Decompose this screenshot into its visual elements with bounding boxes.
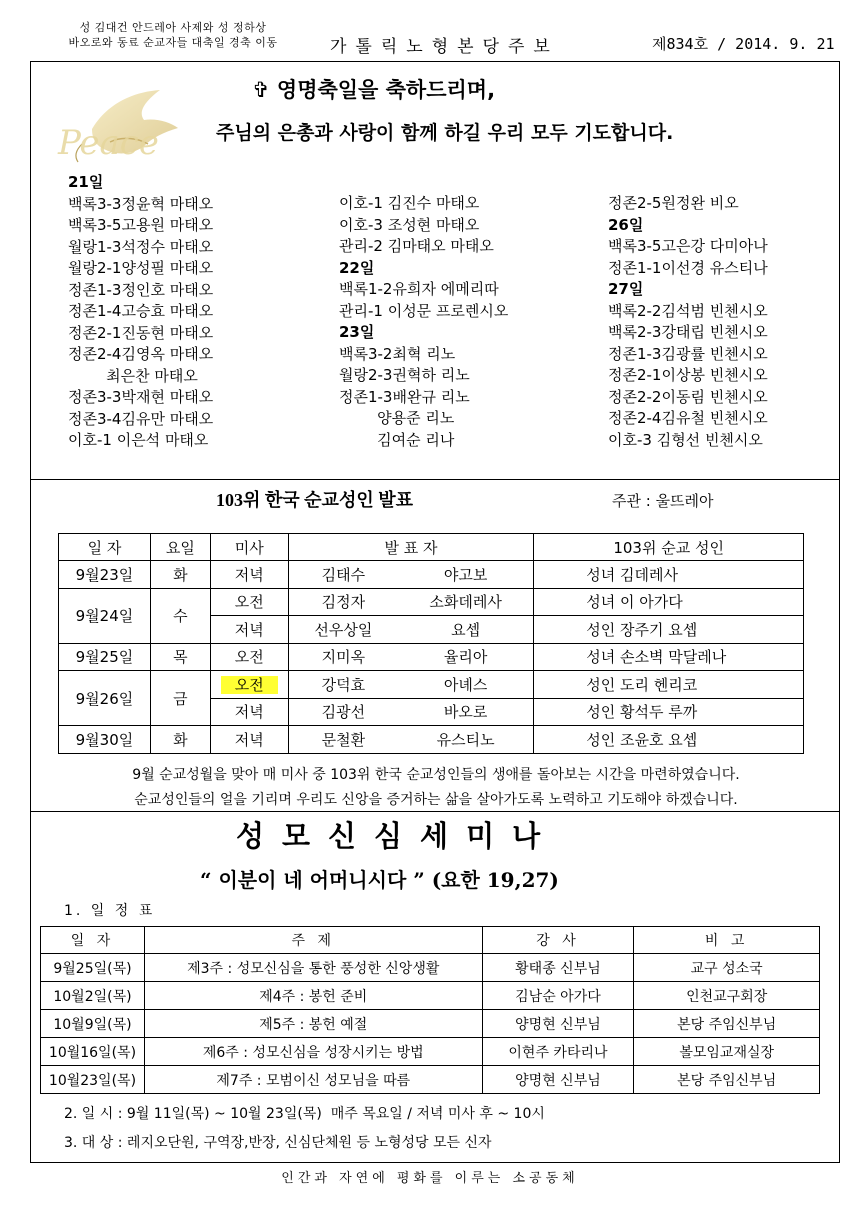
table-row xyxy=(59,561,804,589)
table-row xyxy=(41,1010,820,1038)
row-baptismal-name: 율리아 xyxy=(398,643,534,671)
feast-name-entry: 정존3-3박재현 마태오 xyxy=(68,388,214,406)
feast-list-col1 xyxy=(68,172,213,452)
row-presenter: 강덕효 xyxy=(288,671,398,699)
feast-name-entry: 백록3-3정윤혁 마태오 xyxy=(68,194,214,213)
peace-logo-text: Peace xyxy=(58,123,159,163)
feast-name-entry: 양용준 리노 xyxy=(339,409,455,427)
row-topic: 제5주 : 봉헌 예절 xyxy=(144,1010,482,1038)
feast-name-entry: 월랑2-1양성필 마태오 xyxy=(68,259,214,277)
feast-name-entry: 정존1-3정인호 마태오 xyxy=(68,280,214,299)
feast-list-col3 xyxy=(608,193,768,451)
row-remark: 본당 주임신부님 xyxy=(634,1010,820,1038)
row-baptismal-name: 요셉 xyxy=(398,616,534,644)
feast-name-entry: 백록1-2유희자 에메리따 xyxy=(339,280,499,298)
row-mass: 저녁 xyxy=(210,698,288,726)
martyrs-host: 주관 : 울뜨레아 xyxy=(612,492,714,510)
seminar-time-info: 2. 일 시 : 9월 11일(목) ~ 10월 23일(목) 매주 목요일 / 저녁 미사 후 ~ 10시 xyxy=(64,1106,545,1122)
row-baptismal-name: 유스티노 xyxy=(398,726,534,754)
seminar-title: 성모신심세미나 xyxy=(236,819,559,853)
feast-name-entry: 백록3-2최혁 리노 xyxy=(339,344,456,363)
row-mass: 오전 xyxy=(210,588,288,616)
row-day: 화 xyxy=(150,726,210,754)
row-topic: 제3주 : 성모신심을 통한 풍성한 신앙생활 xyxy=(144,954,482,982)
row-presenter: 지미옥 xyxy=(288,643,398,671)
row-speaker: 이현주 카타리나 xyxy=(482,1038,634,1066)
feast-name-entry: 이호-3 조성현 마태오 xyxy=(339,215,480,234)
feast-name-entry: 관리-2 김마태오 마태오 xyxy=(339,237,494,255)
row-remark: 본당 주임신부님 xyxy=(634,1066,820,1094)
feast-date-heading: 21일 xyxy=(68,173,104,191)
row-saint: 성인 도리 헨리코 xyxy=(534,671,804,699)
row-baptismal-name: 소화데레사 xyxy=(398,588,534,616)
feast-name-entry: 백록2-3강태립 빈첸시오 xyxy=(608,323,768,341)
martyrs-table xyxy=(58,533,804,754)
row-saint: 성인 장주기 요셉 xyxy=(534,616,804,644)
col-header-speaker: 강 사 xyxy=(482,927,634,954)
row-saint: 성녀 이 아가다 xyxy=(534,588,804,616)
feast-name-entry: 김여순 리나 xyxy=(339,430,455,449)
row-date: 9월30일 xyxy=(59,726,151,754)
row-saint: 성녀 손소벽 막달레나 xyxy=(534,643,804,671)
feast-name-entry: 이호-1 이은석 마태오 xyxy=(68,431,209,449)
table-row xyxy=(59,643,804,671)
feast-list-col2 xyxy=(339,193,508,451)
row-date: 9월25일 xyxy=(59,643,151,671)
row-speaker: 양명현 신부님 xyxy=(482,1066,634,1094)
col-header-date: 일 자 xyxy=(59,534,151,561)
table-row xyxy=(59,671,804,699)
feast-name-entry: 정존1-1이선경 유스티나 xyxy=(608,258,768,277)
row-remark: 인천교구회장 xyxy=(634,982,820,1010)
feast-date-heading: 22일 xyxy=(339,258,375,277)
row-remark: 볼모임교재실장 xyxy=(634,1038,820,1066)
issue-number: 제834호 / 2014. 9. 21 xyxy=(652,35,835,53)
feast-name-entry: 이호-1 김진수 마태오 xyxy=(339,194,480,212)
row-baptismal-name: 아녜스 xyxy=(398,671,534,699)
feast-date-heading: 26일 xyxy=(608,215,644,234)
row-presenter: 문철환 xyxy=(288,726,398,754)
feast-name-entry: 관리-1 이성문 프로렌시오 xyxy=(339,301,509,320)
row-mass-highlighted xyxy=(210,671,288,699)
seminar-subtitle: “ 이분이 네 어머니시다 ” (요한 19,27) xyxy=(200,868,559,892)
col-header-remark: 비 고 xyxy=(634,927,820,954)
table-row xyxy=(59,726,804,754)
feast-name-entry: 백록3-5고은강 다미아나 xyxy=(608,237,768,255)
row-saint: 성인 황석두 루까 xyxy=(534,698,804,726)
table-row xyxy=(59,588,804,616)
peace-dove-logo xyxy=(52,84,192,174)
feast-date-heading: 27일 xyxy=(608,280,644,298)
feast-name-entry: 최은찬 마태오 xyxy=(68,366,198,385)
table-header-row xyxy=(59,534,804,561)
row-speaker: 김남순 아가다 xyxy=(482,982,634,1010)
martyrs-title: 103위 한국 순교성인 발표 xyxy=(216,490,413,510)
martyrs-note-line1: 9월 순교성월을 맞아 매 미사 중 103위 한국 순교성인들의 생애를 돌아보는 시간을 마련하였습니다. xyxy=(132,767,740,783)
col-header-date: 일 자 xyxy=(41,927,145,954)
row-day: 금 xyxy=(150,671,210,726)
table-row xyxy=(41,982,820,1010)
col-header-mass: 미사 xyxy=(210,534,288,561)
row-baptismal-name: 바오로 xyxy=(398,698,534,726)
table-header-row xyxy=(41,927,820,954)
row-presenter: 김태수 xyxy=(288,561,398,589)
row-remark: 교구 성소국 xyxy=(634,954,820,982)
row-topic: 제6주 : 성모신심을 성장시키는 방법 xyxy=(144,1038,482,1066)
feast-name-entry: 정존2-2이동림 빈첸시오 xyxy=(608,387,768,406)
row-day: 화 xyxy=(150,561,210,589)
seminar-schedule-table xyxy=(40,926,820,1094)
row-speaker: 양명현 신부님 xyxy=(482,1010,634,1038)
row-presenter: 선우상일 xyxy=(288,616,398,644)
row-baptismal-name: 야고보 xyxy=(398,561,534,589)
row-date: 9월26일 xyxy=(59,671,151,726)
feast-name-entry: 월랑1-3석정수 마태오 xyxy=(68,237,214,256)
seminar-target-info: 3. 대 상 : 레지오단원, 구역장,반장, 신심단체원 등 노형성당 모든 신자 xyxy=(64,1135,492,1151)
footer-motto: 인간과 자연에 평화를 이루는 소공동체 xyxy=(281,1171,579,1186)
feast-name-entry: 정존1-4고승효 마태오 xyxy=(68,302,214,320)
feast-name-entry: 정존2-1이상봉 빈첸시오 xyxy=(608,366,768,384)
header-feast-note xyxy=(28,20,318,50)
header-feast-line1: 성 김대건 안드레아 사제와 성 정하상 xyxy=(79,21,267,34)
feast-name-entry: 월랑2-3권혁하 리노 xyxy=(339,366,470,384)
row-presenter: 김정자 xyxy=(288,588,398,616)
feast-name-entry: 백록2-2김석범 빈첸시오 xyxy=(608,301,768,320)
schedule-heading: 1. 일 정 표 xyxy=(64,903,156,919)
feast-name-entry: 정존2-4김유철 빈첸시오 xyxy=(608,409,768,427)
section-divider xyxy=(30,479,840,480)
feast-name-entry: 정존1-3배완규 리노 xyxy=(339,387,470,406)
feast-name-entry: 정존2-5원정완 비오 xyxy=(608,194,739,212)
section-divider xyxy=(30,811,840,812)
row-topic: 제4주 : 봉헌 준비 xyxy=(144,982,482,1010)
row-date: 10월23일(목) xyxy=(41,1066,145,1094)
bulletin-title: 가톨릭노형본당주보 xyxy=(330,37,559,57)
row-mass: 저녁 xyxy=(210,616,288,644)
feast-name-entry: 정존2-1진동현 마태오 xyxy=(68,323,214,342)
row-mass: 저녁 xyxy=(210,726,288,754)
header-feast-line2: 바오로와 동료 순교자들 대축일 경축 이동 xyxy=(68,36,278,49)
row-date: 10월9일(목) xyxy=(41,1010,145,1038)
row-mass: 저녁 xyxy=(210,561,288,589)
martyrs-note-line2: 순교성인들의 얼을 기리며 우리도 신앙을 증거하는 삶을 살아가도록 노력하고 기도해야 하겠습니다. xyxy=(134,792,738,808)
feast-name-entry: 정존1-3김광률 빈첸시오 xyxy=(608,344,768,363)
row-date: 9월24일 xyxy=(59,588,151,643)
row-saint: 성인 조윤호 요셉 xyxy=(534,726,804,754)
col-header-presenter: 발 표 자 xyxy=(288,534,534,561)
feast-name-entry: 이호-3 김형선 빈첸시오 xyxy=(608,430,763,449)
row-mass: 오전 xyxy=(210,643,288,671)
feast-date-heading: 23일 xyxy=(339,323,375,341)
row-speaker: 황태종 신부님 xyxy=(482,954,634,982)
row-topic: 제7주 : 모범이신 성모님을 따름 xyxy=(144,1066,482,1094)
col-header-topic: 주 제 xyxy=(144,927,482,954)
feast-subtitle: 주님의 은총과 사랑이 함께 하길 우리 모두 기도합니다. xyxy=(216,122,674,144)
feast-name-entry: 정존2-4김영옥 마태오 xyxy=(68,345,214,363)
row-date: 10월2일(목) xyxy=(41,982,145,1010)
feast-name-entry: 백록3-5고용원 마태오 xyxy=(68,216,214,234)
row-presenter: 김광선 xyxy=(288,698,398,726)
col-header-saint: 103위 순교 성인 xyxy=(534,534,804,561)
feast-title: ✞ 영명축일을 축하드리며, xyxy=(252,78,496,102)
row-date: 10월16일(목) xyxy=(41,1038,145,1066)
feast-name-entry: 정존3-4김유만 마태오 xyxy=(68,409,214,428)
row-date: 9월23일 xyxy=(59,561,151,589)
row-saint: 성녀 김데레사 xyxy=(534,561,804,589)
row-date: 9월25일(목) xyxy=(41,954,145,982)
table-row xyxy=(41,1066,820,1094)
col-header-day: 요일 xyxy=(150,534,210,561)
row-day: 수 xyxy=(150,588,210,643)
table-row xyxy=(41,1038,820,1066)
row-day: 목 xyxy=(150,643,210,671)
table-row xyxy=(41,954,820,982)
highlighted-mass-label: 오전 xyxy=(221,676,278,694)
